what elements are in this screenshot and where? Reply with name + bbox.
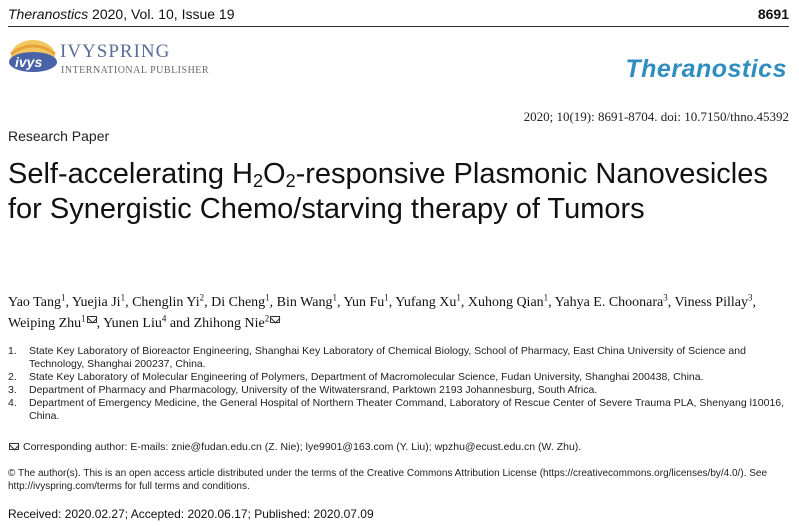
author-affiliation-marker: 3 xyxy=(747,292,753,303)
author-name: Chenglin Yi xyxy=(132,295,200,310)
author-name: Bin Wang xyxy=(276,295,333,310)
affiliation-text: Department of Pharmacy and Pharmacology, University of the Witwatersrand, Parktown 2193 Johannesburg, South Africa. xyxy=(29,384,598,396)
publisher-name: IVYSPRING xyxy=(60,41,171,62)
author-affiliation-marker: 4 xyxy=(161,313,167,324)
author-name: Yao Tang xyxy=(8,295,61,310)
affiliation-number: 1. xyxy=(8,345,17,357)
running-head xyxy=(8,6,235,22)
citation: 2020; 10(19): 8691-8704. doi: 10.7150/thno.45392 xyxy=(523,109,789,124)
author-affiliation-marker: 1 xyxy=(384,292,389,303)
author-list: Yao Tang$^1$, Yuejia Ji$^1$, Chenglin Yi$^2$, Di Cheng$^1$, Bin Wang$^1$, Yun Fu$^1$, Yufang Xu$^1$, Xuhong Qian$^1$, Yahya E. Choonara$^3$, Viness Pillay$^3$, Weiping Zhu$^1$ , Yunen Liu$^4$ and Zhihong Nie$^2$ xyxy=(8,292,756,331)
issue-info: 2020, Vol. 10, Issue 19 xyxy=(92,6,235,22)
article-type: Research Paper xyxy=(8,128,110,144)
author-affiliation-marker: 1 xyxy=(120,292,126,303)
corresponding-author: Corresponding author: E-mails: znie@fudan.edu.cn (Z. Nie); lye9901@163.com (Y. Liu); wpzhu@ecust.edu.cn (W. Zhu). xyxy=(8,441,793,454)
author-name: Yahya E. Choonara xyxy=(554,295,664,310)
author-name: Xuhong Qian xyxy=(467,295,544,310)
article-title: Self-accelerating $H_2O_2$-responsive Plasmonic Nanovesicles for Synergistic Chemo/starving therapy of Tumors xyxy=(8,158,768,225)
author-affiliation-marker: 1 xyxy=(543,292,549,303)
author-affiliation-marker: 1 xyxy=(265,292,270,303)
journal-logo: Theranostics xyxy=(625,55,787,83)
author-affiliation-marker: 1 xyxy=(456,292,461,303)
author-name: Yuejia Ji xyxy=(71,295,121,310)
license-statement: © The author(s). This is an open access article distributed under the terms of the Creative Commons Attribution License (https://creativecommons.org/licenses/by/4.0/). See http://ivyspring.com/terms for full terms and conditions. xyxy=(8,468,768,492)
envelope-icon xyxy=(9,443,19,450)
author-affiliation-marker: 1 xyxy=(60,292,66,303)
affiliation-text: State Key Laboratory of Bioreactor Engineering, Shanghai Key Laboratory of Chemical Biology, School of Pharmacy, East China University of Science and Technology, Shanghai 200237, China. xyxy=(29,345,746,370)
author-name: Yun Fu xyxy=(343,295,385,310)
author-affiliation-marker: 1 xyxy=(332,292,337,303)
author-name: Viness Pillay xyxy=(674,295,748,310)
header-rule xyxy=(8,26,789,27)
author-affiliation-marker: 3 xyxy=(663,292,668,303)
envelope-icon xyxy=(270,316,280,323)
affiliation-number: 3. xyxy=(8,384,17,396)
affiliation-text: Department of Emergency Medicine, the General Hospital of Northern Theater Command, Laboratory of Rescue Center of Severe Trauma PLA, Shenyang l10016, China. xyxy=(29,397,785,422)
author-affiliation-marker: 2 xyxy=(199,292,205,303)
affiliation-item xyxy=(8,384,793,397)
affiliation-number: 4. xyxy=(8,397,17,409)
affiliation-item xyxy=(8,345,793,371)
publication-dates: Received: 2020.02.27; Accepted: 2020.06.17; Published: 2020.07.09 xyxy=(8,507,374,521)
author-name: Yufang Xu xyxy=(395,295,457,310)
journal-name: Theranostics xyxy=(8,6,89,22)
logo-mark-text: ivys xyxy=(15,54,43,70)
affiliation-item xyxy=(8,371,793,384)
author-name: Yunen Liu xyxy=(103,316,162,331)
affiliation-item xyxy=(8,397,793,423)
affiliation-number: 2. xyxy=(8,371,17,383)
author-name: Di Cheng xyxy=(211,295,266,310)
author-conjunction: and xyxy=(169,316,191,331)
author-name: Zhihong Nie xyxy=(193,316,265,331)
page-number: 8691 xyxy=(757,6,789,22)
affiliation-list xyxy=(8,345,793,423)
envelope-icon xyxy=(87,316,97,323)
author-affiliation-marker: 2 xyxy=(264,313,270,324)
author-affiliation-marker: 1 xyxy=(81,313,86,324)
publisher-subtitle: INTERNATIONAL PUBLISHER xyxy=(61,65,210,76)
affiliation-text: State Key Laboratory of Molecular Engineering of Polymers, Department of Macromolecular Science, Fudan University, Shanghai 200438, China. xyxy=(29,371,704,383)
author-name: Weiping Zhu xyxy=(8,316,82,331)
